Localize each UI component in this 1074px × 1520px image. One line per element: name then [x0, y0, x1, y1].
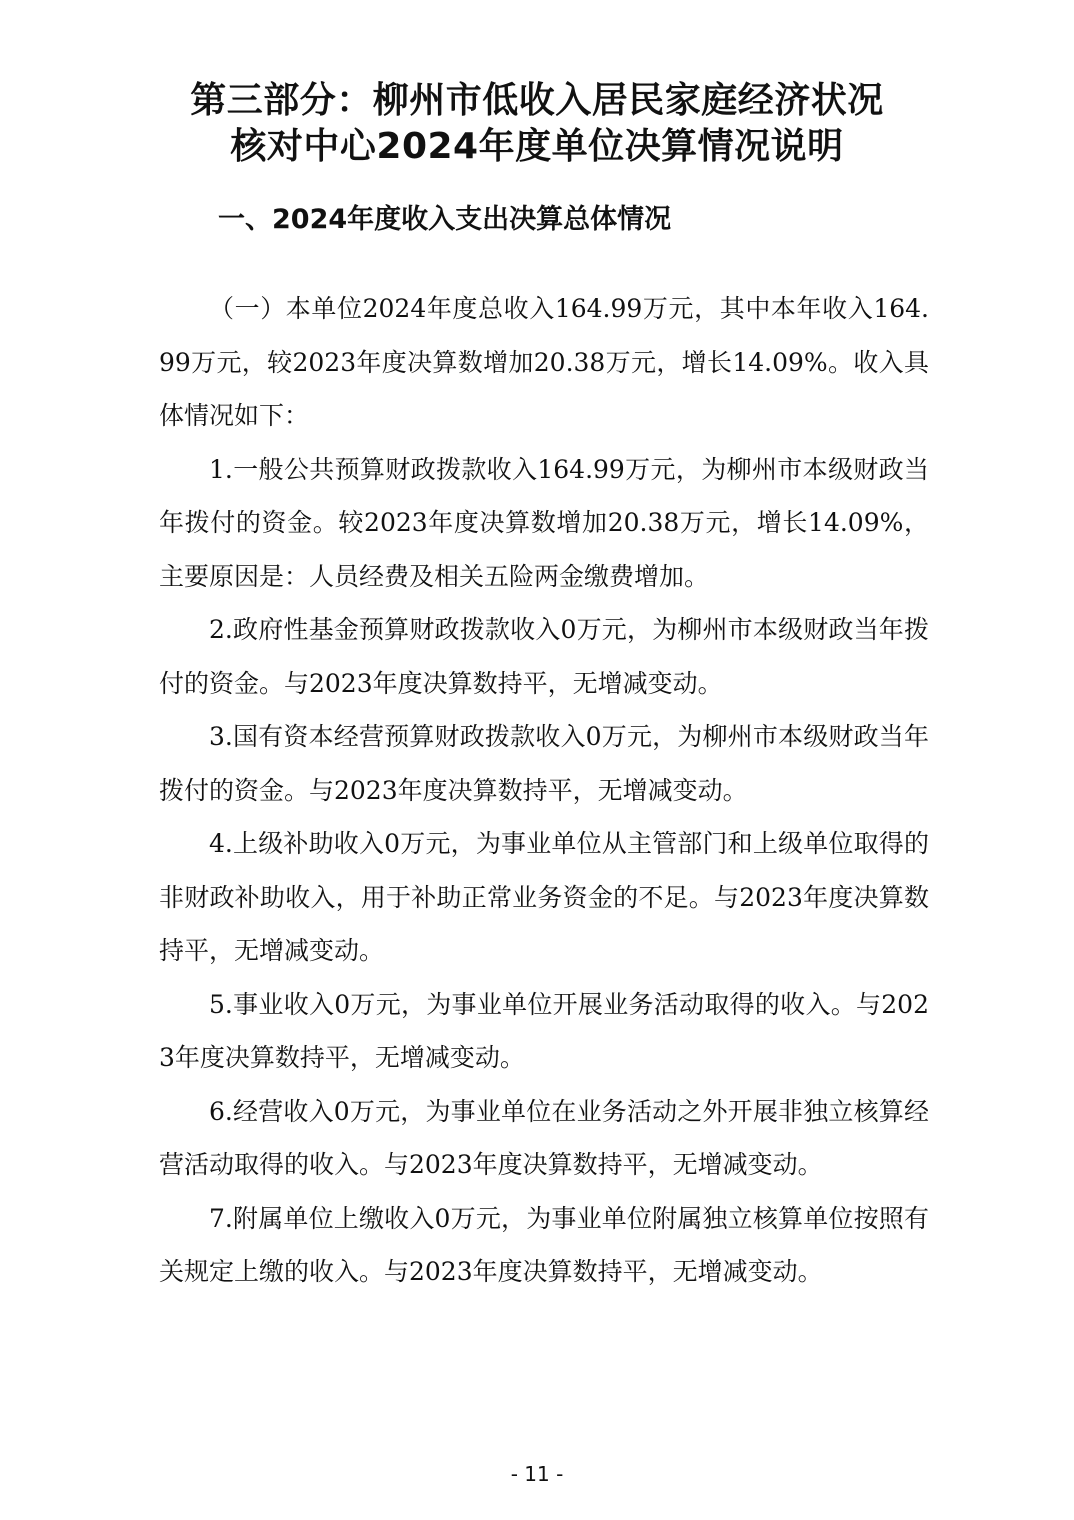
paragraph-item-2: 2.政府性基金预算财政拨款收入0万元，为柳州市本级财政当年拨付的资金。与2023年度决算数持平，无增减变动。 [159, 615, 929, 698]
paragraph-item-5: 5.事业收入0万元，为事业单位开展业务活动取得的收入。与2023年度决算数持平，无增减变动。 [159, 989, 929, 1072]
paragraph-item-3: 3.国有资本经营预算财政拨款收入0万元，为柳州市本级财政当年拨付的资金。与2023年度决算数持平，无增减变动。 [159, 722, 929, 805]
section-heading: 一、2024年度收入支出决算总体情况 [218, 204, 672, 235]
title-line-1: 第三部分：柳州市低收入居民家庭经济状况 [190, 80, 884, 121]
page-title [100, 78, 974, 170]
paragraph-item-1: 1.一般公共预算财政拨款收入164.99万元，为柳州市本级财政当年拨付的资金。较2023年度决算数增加20.38万元，增长14.09%，主要原因是：人员经费及相关五险两金缴费增加。 [159, 454, 929, 591]
body-text [159, 282, 929, 1299]
paragraph-income-summary: （一）本单位2024年度总收入164.99万元，其中本年收入164.99万元，较2023年度决算数增加20.38万元，增长14.09%。收入具体情况如下： [159, 294, 929, 430]
paragraph-item-6: 6.经营收入0万元，为事业单位在业务活动之外开展非独立核算经营活动取得的收入。与2023年度决算数持平，无增减变动。 [159, 1096, 929, 1179]
title-line-2: 核对中心2024年度单位决算情况说明 [230, 126, 844, 167]
page-number: - 11 - [510, 1462, 564, 1486]
paragraph-item-7: 7.附属单位上缴收入0万元，为事业单位附属独立核算单位按照有关规定上缴的收入。与2023年度决算数持平，无增减变动。 [159, 1203, 929, 1286]
paragraph-item-4: 4.上级补助收入0万元，为事业单位从主管部门和上级单位取得的非财政补助收入，用于补助正常业务资金的不足。与2023年度决算数持平，无增减变动。 [159, 829, 929, 965]
